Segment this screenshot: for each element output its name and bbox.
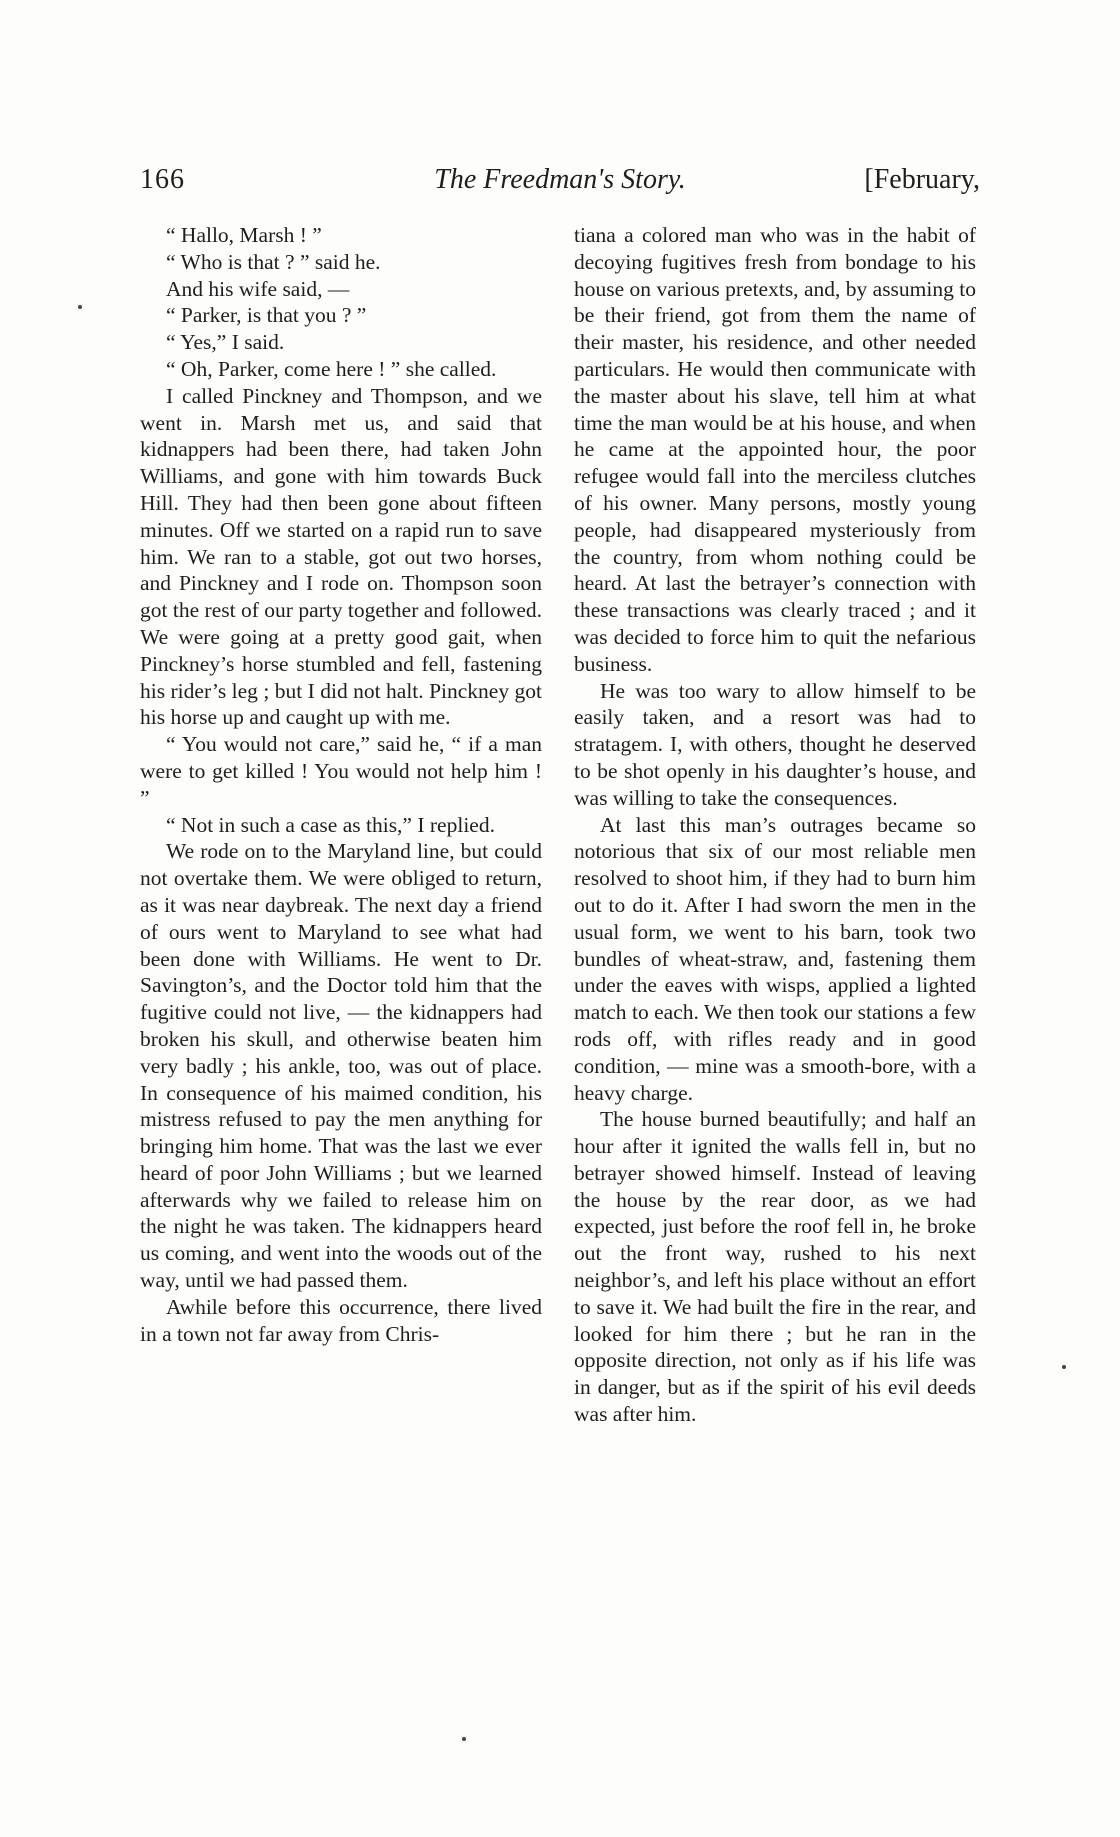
right-column	[574, 222, 976, 1428]
paragraph: I called Pinckney and Thompson, and we went in. Marsh met us, and said that kidnappers had been there, had taken John Williams, and gone with him towards Buck Hill. They had then been gone about fifteen minutes. Off we started on a rapid run to save him. We ran to a stable, got out two horses, and Pinckney and I rode on. Thompson soon got the rest of our party together and followed. We were going at a pretty good gait, when Pinckney’s horse stumbled and fell, fastening his rider’s leg ; but I did not halt. Pinckney got his horse up and caught up with me.	[140, 383, 542, 730]
paragraph: The house burned beautifully; and half an hour after it ignited the walls fell in, but no betrayer showed himself. Instead of leaving the house by the rear door, as we had expected, just before the roof fell in, he broke out the front way, rushed to his next neighbor’s, and left his place without an effort to save it. We had built the fire in the rear, and looked for him there ; but he ran in the opposite direction, not only as if his life was in danger, but as if the spirit of his evil deeds was after him.	[574, 1107, 976, 1427]
paragraph: At last this man’s outrages became so notorious that six of our most reliable men resolved to shoot him, if they had to burn him out to do it. After I had sworn the men in the usual form, we went to his barn, took two bundles of wheat-straw, and, fastening them under the eaves with wisps, applied a lighted match to each. We then took our stations a few rods off, with rifles ready and in good condition, — mine was a smooth-bore, with a heavy charge.	[574, 812, 976, 1105]
dialogue-line: “ Parker, is that you ? ”	[166, 303, 367, 328]
running-header	[140, 160, 980, 200]
print-speck	[78, 305, 82, 309]
print-speck	[1062, 1365, 1066, 1369]
paragraph: We rode on to the Maryland line, but could not overtake them. We were obliged to return, as it was near daybreak. The next day a friend of ours went to Maryland to see what had been done with Williams. He went to Dr. Savington’s, and the Doctor told him that the fugitive could not live, — the kidnappers had broken his skull, and otherwise beaten him very badly ; his ankle, too, was out of place. In consequence of his maimed condition, his mistress refused to pay the men anything for bringing him home. That was the last we ever heard of poor John Williams ; but we learned afterwards why we failed to release him on the night he was taken. The kidnappers heard us coming, and went into the woods out of the way, until we had passed them.	[140, 839, 542, 1293]
dialogue-line: “ Yes,” I said.	[166, 330, 285, 355]
dialogue-line: “ Hallo, Marsh ! ”	[166, 223, 322, 247]
issue-month: [February,	[864, 164, 980, 195]
dialogue-line: “ You would not care,” said he, “ if a man were to get killed ! You would not help him ! ”	[140, 732, 542, 810]
dialogue-line: “ Oh, Parker, come here ! ” she called.	[166, 356, 497, 381]
left-column	[140, 222, 542, 1347]
dialogue-line: And his wife said, —	[166, 276, 350, 301]
page-number: 166	[140, 164, 185, 195]
dialogue-line: “ Who is that ? ” said he.	[166, 249, 381, 274]
dialogue-line: “ Not in such a case as this,” I replied.	[166, 812, 495, 837]
paragraph: Awhile before this occurrence, there lived in a town not far away from Chris-	[140, 1294, 542, 1346]
print-speck	[462, 1737, 466, 1741]
running-title: The Freedman's Story.	[434, 164, 686, 195]
paragraph-continued: tiana a colored man who was in the habit of decoying fugitives fresh from bondage to his house on various pretexts, and, by assuming to be their friend, got from them the name of their master, his residence, and other needed particulars. He would then communicate with the master about his slave, tell him at what time the man would be at his house, and when he came at the appointed hour, the poor refugee would fall into the merciless clutches of his owner. Many persons, mostly young people, had disappeared mysteriously from the country, from whom nothing could be heard. At last the betrayer’s connection with these transactions was clearly traced ; and it was decided to force him to quit the nefarious business.	[574, 223, 976, 676]
paragraph: He was too wary to allow himself to be easily taken, and a resort was had to stratagem. I, with others, thought he deserved to be shot openly in his daughter’s house, and was willing to take the consequences.	[574, 678, 976, 810]
